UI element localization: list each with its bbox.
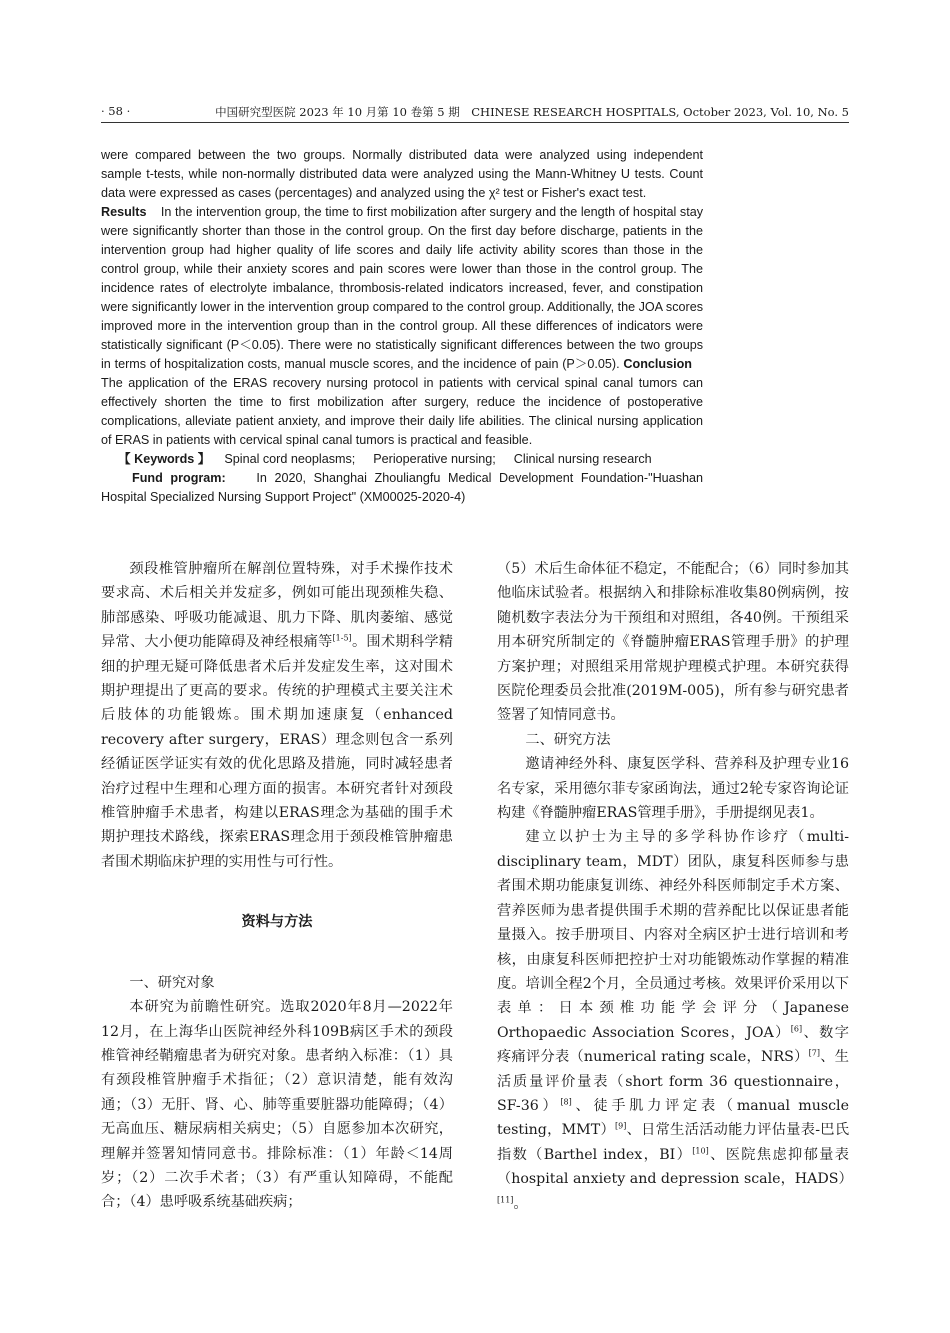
keyword: Clinical nursing research [513, 452, 652, 466]
methods-paragraph: 邀请神经外科、康复医学科、营养科及护理专业16名专家，采用德尔菲专家函询法，通过2轮专家咨询论证构建《脊髓肿瘤ERAS管理手册》，手册提纲见表1。 [497, 756, 849, 822]
right-column [497, 557, 853, 1216]
english-abstract [101, 146, 703, 507]
intro-paragraph [101, 557, 453, 874]
fund-text: In 2020, Shanghai Zhouliangfu Medical Development Foundation-"Huashan Hospital Specialized Nursing Support Project" (XM00025-2020-4) [101, 471, 704, 504]
abstract-results [101, 203, 703, 450]
citation: [1-5] [332, 633, 352, 643]
left-column [101, 557, 453, 1215]
mdt-text: 、数字疼痛评分表（numerical rating scale，NRS） [497, 1024, 849, 1066]
page-number: · 58 · [101, 104, 131, 118]
mdt-text: 、日常生活活动能力评估量表-巴氏指数（Barthel index，BI） [497, 1122, 850, 1163]
subjects-paragraph: 本研究为前瞻性研究。选取2020年8月—2022年12月，在上海华山医院神经外科109B病区手术的颈段椎管神经鞘瘤患者为研究对象。患者纳入标准：（1）具有颈段椎管肿瘤手术指征；（2）意识清楚，能有效沟通；（3）无肝、肾、心、肺等重要脏器功能障碍；（4）无高血压、糖尿病相关病史；（5）自愿参加本次研究，理解并签署知情同意书。排除标准：（1）年龄＜14周岁；（2）二次手术者；（3）有严重认知障碍，不能配合；（4）患呼吸系统基础疾病； [101, 999, 453, 1211]
intro-text-cont: 。围术期科学精细的护理无疑可降低患者术后并发症发生率，这对围术期护理提出了更高的要求。传统的护理模式主要关注术后肢体的功能锻炼。围术期加速康复（enhanced recovery after surgery，ERAS）理念则包含一系列经循证医学证实有效的优化思路及措施，同时减轻患者治疗过程中生理和心理方面的损害。本研究者针对颈段椎管肿瘤手术患者，构建以ERAS理念为基础的围手术期护理技术路线，探索ERAS理念用于颈段椎管肿瘤患者围术期临床护理的实用性与可行性。 [101, 634, 453, 870]
mdt-text: 、徒手肌力评定表（manual muscle testing，MMT） [497, 1097, 849, 1139]
keyword: Perioperative nursing; [373, 452, 496, 466]
mdt-text: 、医院焦虑抑郁量表（hospital anxiety and depression scale，HADS） [497, 1146, 853, 1188]
subsection-title: 二、研究方法 [525, 731, 611, 748]
results-label: Results [101, 205, 147, 219]
citation: [10] [692, 1146, 709, 1156]
citation: [6] [790, 1023, 803, 1033]
journal-citation: 中国研究型医院 2023 年 10 月第 10 卷第 5 期 CHINESE RESEARCH HOSPITALS, October 2023, Vol. 10, No. 5 [215, 105, 849, 119]
conclusion-label: Conclusion [623, 357, 692, 371]
citation: [9] [615, 1121, 627, 1131]
mdt-text: 、生活质量评价量表（short form 36 questionnaire，SF-36） [497, 1049, 849, 1114]
keyword: Spinal cord neoplasms; [224, 452, 356, 466]
mdt-paragraph [497, 825, 853, 1216]
citation: [7] [808, 1048, 820, 1058]
mdt-text: 建立以护士为主导的多学科协作诊疗（multi-disciplinary team，MDT）团队，康复科医师参与患者围术期功能康复训练、神经外科医师制定手术方案、营养医师为患者提供围手术期的营养配比以保证患者能量摄入。按手册项目、内容对全病区护士进行培训和考核，由康复科医师把控护士对功能锻炼动作掌握的精准度。培训全程2个月，全员通过考核。效果评价采用以下表单：日本颈椎功能学会评分（Japanese Orthopaedic Association Scores，JOA） [497, 829, 849, 1041]
running-header [101, 104, 849, 122]
conclusion-text: The application of the ERAS recovery nursing protocol in patients with cervical spinal canal tumors can effectively shorten the time to first mobilization after surgery, reduce the incidence of postoperative complications, alleviate patient anxiety, and improve their daily life abilities. The clinical nursing application of ERAS in patients with cervical spinal canal tumors is practical and feasible. [101, 376, 703, 447]
fund-program [101, 469, 703, 507]
mdt-text: 。 [513, 1195, 528, 1212]
subsection-title: 一、研究对象 [129, 974, 215, 991]
citation: [11] [497, 1194, 514, 1204]
header-rule [101, 122, 849, 123]
results-text: In the intervention group, the time to first mobilization after surgery and the length of hospital stay were significantly shorter than those in the control group. On the first day before discharge, patients in the intervention group had higher quality of life scores and daily life activity ability scores than those in the control group, while their anxiety scores and pain scores were lower than those in the control group. The incidence rates of electrolyte imbalance, thrombosis-related indicators increased, fever, and constipation were significantly lower in the intervention group compared to the control group. Additionally, the JOA scores improved more in the intervention group than in the control group. All these differences of indicators were statistically significant (P＜0.05). There were no statistically significant differences between the two groups in terms of hospitalization costs, manual muscle scores, and the incidence of pain (P＞0.05). [101, 205, 704, 371]
subjects-paragraph-cont: （5）术后生命体征不稳定，不能配合；（6）同时参加其他临床试验者。根据纳入和排除标准收集80例病例，按随机数字表法分为干预组和对照组，各40例。干预组采用本研究所制定的《脊髓肿瘤ERAS管理手册》的护理方案护理；对照组采用常规护理模式护理。本研究获得医院伦理委员会批准(2019M-005)，所有参与研究患者签署了知情同意书。 [497, 561, 849, 724]
keywords-line [101, 450, 703, 469]
abstract-methods-tail: were compared between the two groups. Normally distributed data were analyzed using independent sample t-tests, while non-normally distributed data were analyzed using the Mann-Whitney U tests. Count data were expressed as cases (percentages) and analyzed using the χ² test or Fisher's exact test. [101, 148, 703, 200]
fund-label: Fund program: [132, 471, 226, 485]
section-title: 资料与方法 [241, 914, 313, 931]
citation: [8] [560, 1097, 572, 1107]
keywords-label: 【 Keywords 】 [118, 452, 211, 466]
intro-text: 颈段椎管肿瘤所在解剖位置特殊，对手术操作技术要求高、术后相关并发症多，例如可能出现颈椎失稳、肺部感染、呼吸功能减退、肌力下降、肌肉萎缩、感觉异常、大小便功能障碍及神经根痛等 [101, 561, 453, 651]
